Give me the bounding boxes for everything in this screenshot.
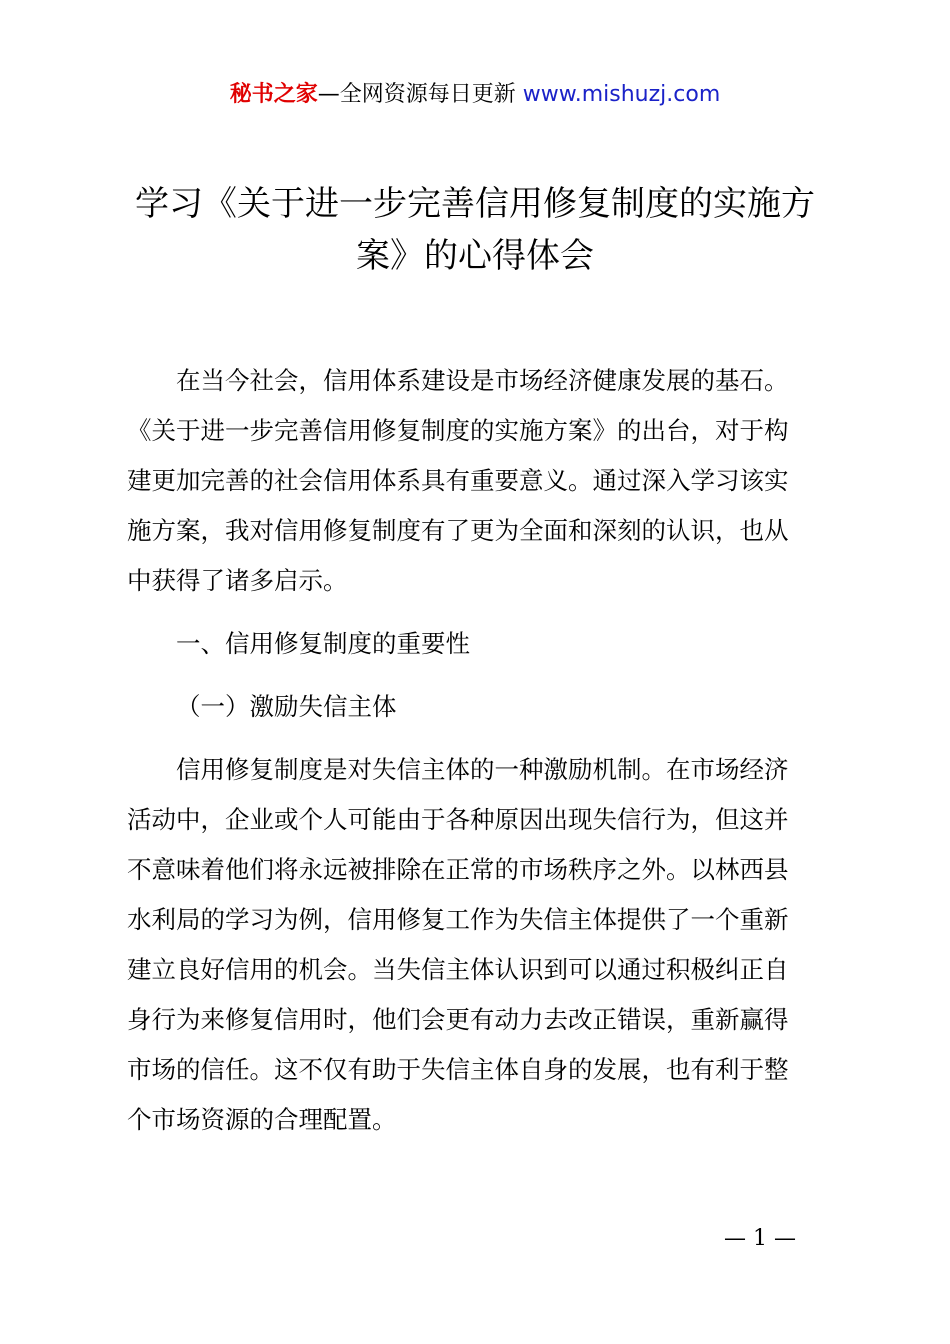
body-line: 活动中，企业或个人可能由于各种原因出现失信行为，但这并 [127,805,789,834]
body-line: 不意味着他们将永远被排除在正常的市场秩序之外。以林西县 [127,855,789,884]
section-heading: 一、信用修复制度的重要性 [176,629,470,658]
document-body [127,356,837,1158]
page-number: — 1 — [724,1226,796,1251]
document-title-line-1: 学习《关于进一步完善信用修复制度的实施方 [135,184,815,224]
intro-line: 中获得了诸多启示。 [127,566,348,595]
body-line: 个市场资源的合理配置。 [127,1105,397,1134]
intro-line: 施方案，我对信用修复制度有了更为全面和深刻的认识，也从 [127,516,789,545]
document-title [100,178,850,282]
intro-line: 在当今社会，信用体系建设是市场经济健康发展的基石。 [176,366,789,395]
intro-paragraph [127,356,837,606]
subsection-heading: （一）激励失信主体 [176,692,397,721]
intro-line: 建更加完善的社会信用体系具有重要意义。通过深入学习该实 [127,466,789,495]
site-brand: 秘书之家 [229,82,318,107]
site-header [0,78,950,112]
body-line: 市场的信任。这不仅有助于失信主体自身的发展，也有利于整 [127,1055,789,1084]
body-line: 水利局的学习为例，信用修复工作为失信主体提供了一个重新 [127,905,789,934]
site-url-link[interactable]: www.mishuzj.com [522,82,721,107]
document-title-line-2: 案》的心得体会 [356,236,594,276]
body-line: 信用修复制度是对失信主体的一种激励机制。在市场经济 [176,755,789,784]
intro-line: 《关于进一步完善信用修复制度的实施方案》的出台，对于构 [127,416,789,445]
body-line: 建立良好信用的机会。当失信主体认识到可以通过积极纠正自 [127,955,789,984]
body-line: 身行为来修复信用时，他们会更有动力去改正错误，重新赢得 [127,1005,789,1034]
body-paragraph [127,745,837,1145]
site-tagline: —全网资源每日更新 [317,82,516,107]
